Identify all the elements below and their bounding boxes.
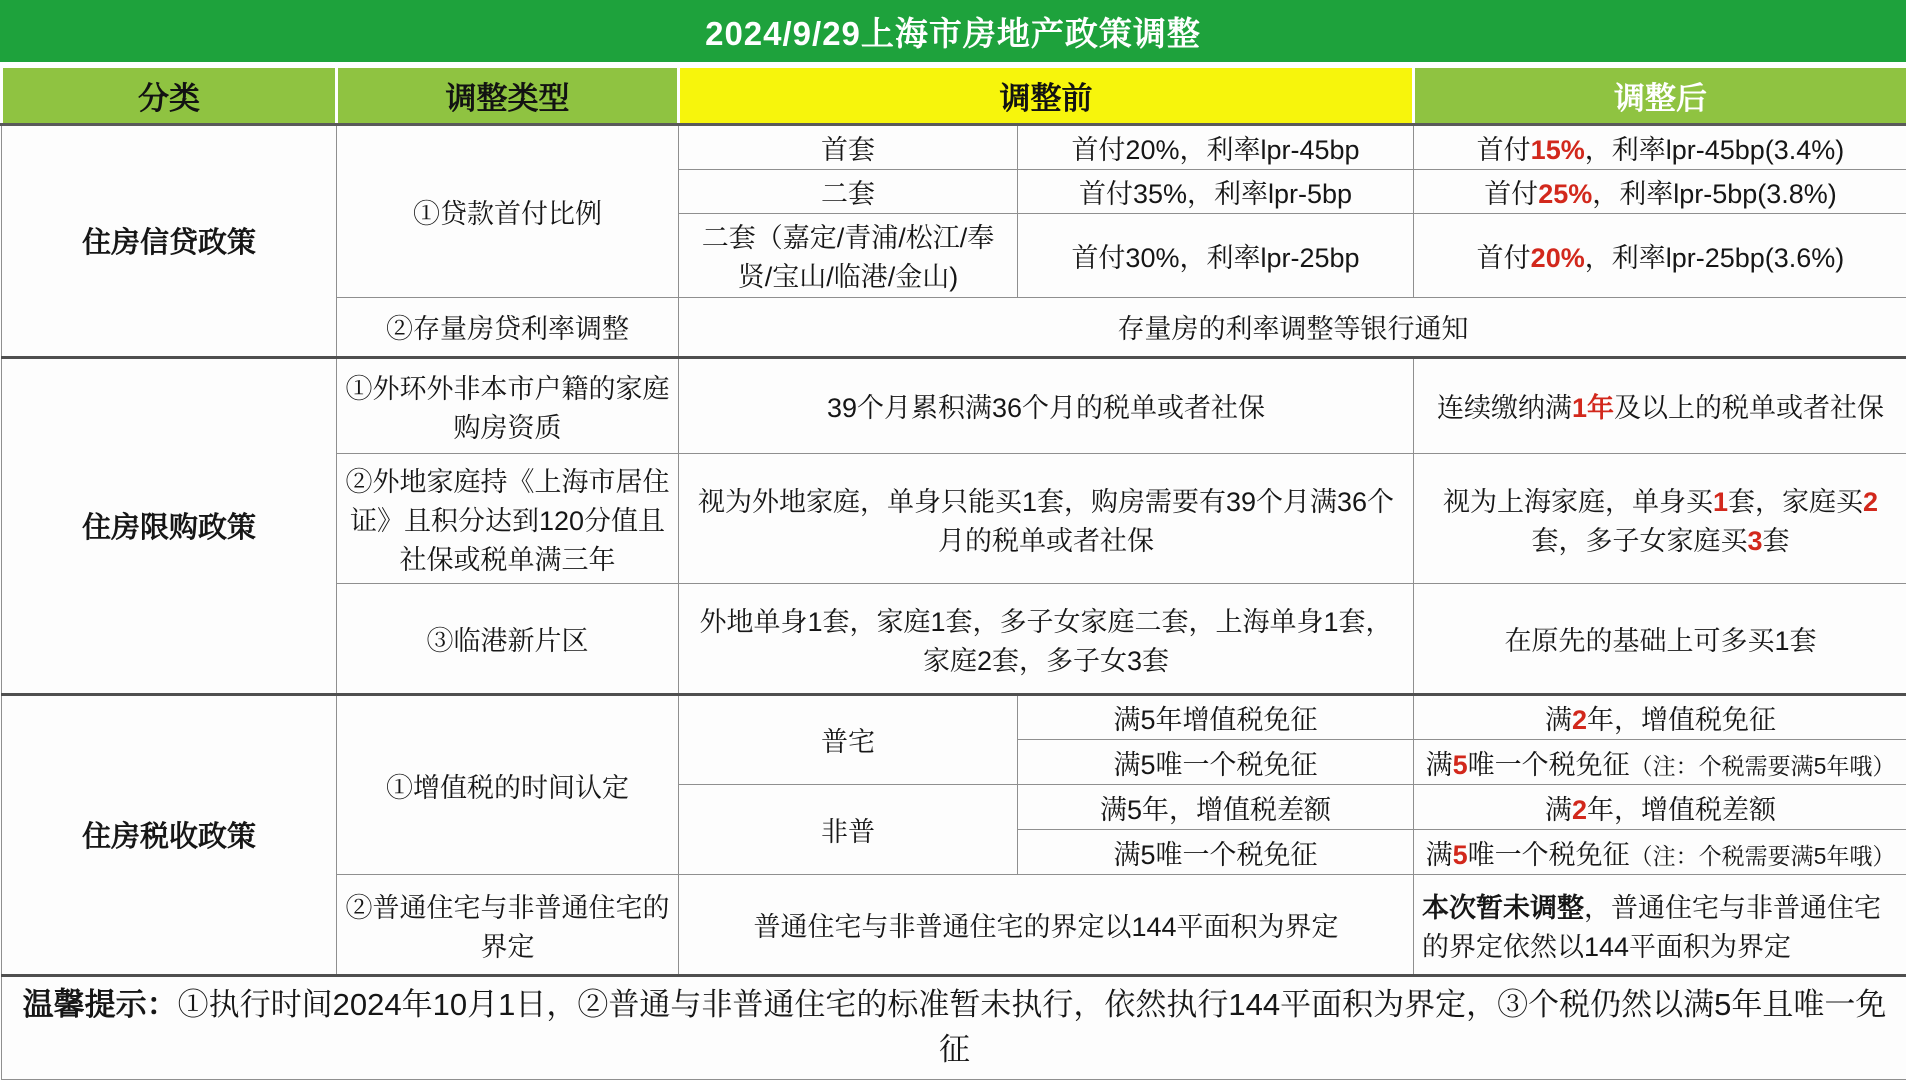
text-segment: 首付 bbox=[1476, 135, 1531, 166]
text-segment: 套 bbox=[1762, 525, 1790, 556]
col-header-before: 调整前 bbox=[679, 67, 1414, 125]
after-cell bbox=[1414, 875, 1906, 975]
after-cell bbox=[1414, 125, 1906, 170]
footer-row bbox=[2, 975, 1906, 1079]
text-segment: 15% bbox=[1530, 135, 1585, 166]
text-segment: 及以上的税单或者社保 bbox=[1614, 393, 1885, 424]
adjust-type-cell: ②存量房贷利率调整 bbox=[337, 297, 679, 357]
before-cell: 39个月累积满36个月的税单或者社保 bbox=[679, 357, 1414, 453]
text-segment: 年，增值税免征 bbox=[1587, 704, 1777, 735]
text-segment: 25% bbox=[1538, 179, 1593, 210]
text-segment: 2 bbox=[1571, 704, 1588, 735]
text-segment: 连续缴纳满 bbox=[1436, 393, 1572, 424]
text-segment: 满 bbox=[1425, 749, 1453, 780]
text-segment: 20% bbox=[1530, 242, 1585, 273]
adjust-type-cell: ②普通住宅与非普通住宅的界定 bbox=[337, 875, 679, 975]
col-header-after: 调整后 bbox=[1414, 67, 1906, 125]
after-cell bbox=[1414, 785, 1906, 830]
text-segment: 满 bbox=[1544, 704, 1572, 735]
category-cell-tax: 住房税收政策 bbox=[2, 694, 337, 975]
text-segment: 唯一个税免征 bbox=[1467, 749, 1630, 780]
before-cell: 首付30%，利率lpr-25bp bbox=[1018, 214, 1414, 297]
text-segment: ，利率lpr-45bp(3.4%) bbox=[1584, 135, 1845, 166]
adjust-type-cell: ①外环外非本市户籍的家庭购房资质 bbox=[337, 357, 679, 453]
text-segment: 3 bbox=[1747, 525, 1763, 556]
sub-item-cell: 二套（嘉定/青浦/松江/奉贤/宝山/临港/金山) bbox=[679, 214, 1018, 297]
before-cell: 普通住宅与非普通住宅的界定以144平面积为界定 bbox=[679, 875, 1414, 975]
header-row bbox=[2, 67, 1906, 125]
page-title: 2024/9/29上海市房地产政策调整 bbox=[0, 0, 1906, 65]
text-segment: （注：个税需要满5年哦） bbox=[1629, 842, 1896, 869]
col-header-adjust-type: 调整类型 bbox=[337, 67, 679, 125]
table-row bbox=[2, 125, 1906, 170]
before-cell: 满5唯一个税免征 bbox=[1018, 830, 1414, 875]
adjust-type-cell: ①贷款首付比例 bbox=[337, 125, 679, 298]
text-segment: 1 bbox=[1712, 486, 1728, 517]
col-header-category: 分类 bbox=[2, 67, 337, 125]
before-cell: 首付20%，利率lpr-45bp bbox=[1018, 125, 1414, 170]
policy-table bbox=[0, 65, 1906, 1080]
text-segment: 1年 bbox=[1571, 393, 1615, 424]
text-segment: 首付 bbox=[1484, 179, 1539, 210]
sub-item-cell: 普宅 bbox=[679, 694, 1018, 784]
text-segment: 视为上海家庭，单身买 bbox=[1442, 486, 1713, 517]
category-cell-credit: 住房信贷政策 bbox=[2, 125, 337, 358]
before-cell: 满5唯一个税免征 bbox=[1018, 739, 1414, 784]
sub-item-cell: 首套 bbox=[679, 125, 1018, 170]
table-row bbox=[2, 694, 1906, 739]
merged-value-cell: 存量房的利率调整等银行通知 bbox=[679, 297, 1906, 357]
before-cell: 满5年增值税免征 bbox=[1018, 694, 1414, 739]
adjust-type-cell: ①增值税的时间认定 bbox=[337, 694, 679, 875]
sub-item-cell: 二套 bbox=[679, 170, 1018, 214]
before-cell: 视为外地家庭，单身只能买1套，购房需要有39个月满36个月的税单或者社保 bbox=[679, 454, 1414, 584]
footer-note bbox=[2, 975, 1906, 1079]
text-segment: ，利率lpr-25bp(3.6%) bbox=[1584, 242, 1845, 273]
text-segment: 唯一个税免征 bbox=[1467, 839, 1630, 870]
text-segment: 套，家庭买 bbox=[1728, 486, 1863, 517]
text-segment: 本次暂未调整 bbox=[1422, 892, 1584, 923]
text-segment: 2 bbox=[1571, 794, 1588, 825]
after-cell bbox=[1414, 694, 1906, 739]
text-segment: 在原先的基础上可多买1套 bbox=[1504, 626, 1817, 657]
text-segment: 套，多子女家庭买 bbox=[1531, 525, 1748, 556]
adjust-type-cell: ③临港新片区 bbox=[337, 584, 679, 694]
before-cell: 满5年，增值税差额 bbox=[1018, 785, 1414, 830]
text-segment: ①执行时间2024年10月1日，②普通与非普通住宅的标准暂未执行，依然执行144平面积为界定，③个税仍然以满5年且唯一免征 bbox=[177, 986, 1887, 1067]
text-segment: 温馨提示： bbox=[22, 986, 178, 1022]
after-cell bbox=[1414, 170, 1906, 214]
text-segment: ，普通住宅与非普通住宅的界定依然以144平面积为界定 bbox=[1422, 892, 1881, 962]
after-cell bbox=[1414, 454, 1906, 584]
table-row bbox=[2, 357, 1906, 453]
text-segment: 2 bbox=[1863, 486, 1879, 517]
adjust-type-cell: ②外地家庭持《上海市居住证》且积分达到120分值且社保或税单满三年 bbox=[337, 454, 679, 584]
after-cell bbox=[1414, 214, 1906, 297]
sub-item-cell: 非普 bbox=[679, 785, 1018, 875]
before-cell: 首付35%，利率lpr-5bp bbox=[1018, 170, 1414, 214]
before-cell: 外地单身1套，家庭1套，多子女家庭二套，上海单身1套，家庭2套，多子女3套 bbox=[679, 584, 1414, 694]
text-segment: 满 bbox=[1544, 794, 1572, 825]
text-segment: ，利率lpr-5bp(3.8%) bbox=[1592, 179, 1837, 210]
after-cell bbox=[1414, 584, 1906, 694]
after-cell bbox=[1414, 357, 1906, 453]
text-segment: 满 bbox=[1425, 839, 1453, 870]
category-cell-purchase: 住房限购政策 bbox=[2, 357, 337, 694]
text-segment: 5 bbox=[1452, 839, 1468, 870]
text-segment: 5 bbox=[1452, 749, 1468, 780]
text-segment: （注：个税需要满5年哦） bbox=[1629, 752, 1896, 779]
text-segment: 首付 bbox=[1476, 242, 1531, 273]
after-cell bbox=[1414, 739, 1906, 784]
text-segment: 年，增值税差额 bbox=[1587, 794, 1777, 825]
after-cell bbox=[1414, 830, 1906, 875]
